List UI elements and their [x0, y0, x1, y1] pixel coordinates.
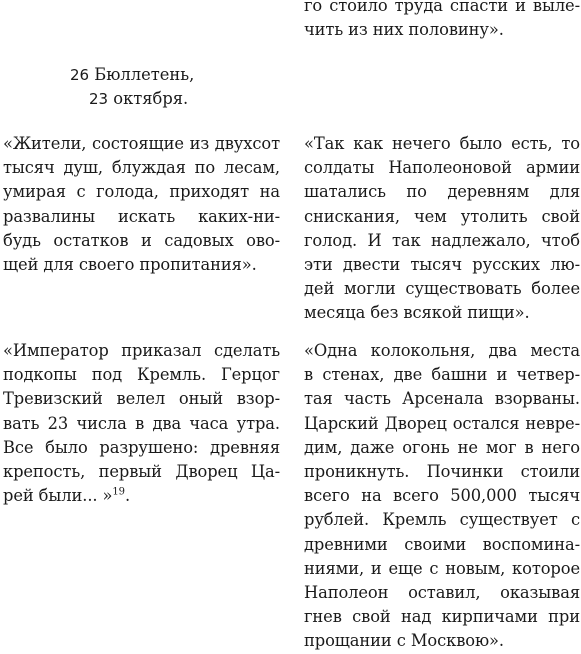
continuation-text — [304, 0, 580, 42]
text-line: крепость, первый Дворец Ца- — [3, 462, 280, 482]
text-line: вать 23 числа в два часа утра. — [3, 413, 280, 433]
paragraph-right-1 — [304, 132, 580, 326]
text-line: Наполеон оставил, оказывая — [304, 583, 580, 603]
bulletin-date-number: 23 — [89, 90, 109, 109]
text-line: дей могли существовать более — [304, 279, 580, 299]
text-line: Тревизский велел оный взор- — [3, 389, 280, 409]
text-line: щей для своего пропитания». — [3, 255, 257, 275]
bulletin-number: 26 — [70, 66, 90, 84]
bulletin-label: Бюллетень, — [94, 65, 195, 84]
text-line — [3, 484, 280, 508]
text-line: солдаты Наполеоновой армии — [304, 158, 580, 178]
text-line: гнев свой над кирпичами при — [304, 607, 580, 627]
text-line-content: рей были... » — [3, 486, 113, 506]
text-line: снискания, чем утолить свой — [304, 206, 580, 226]
text-line: тая часть Арсенала взорваны. — [304, 389, 580, 409]
text-line: шатались по деревням для — [304, 182, 580, 202]
text-line: «Так как нечего было есть, то — [304, 134, 580, 153]
text-line: древними своими воспомина- — [304, 534, 580, 554]
text-line: проникнуть. Починки стоили — [304, 462, 580, 482]
text-line: «Жители, состоящие из двухсот — [3, 134, 280, 153]
text-line: подкопы под Кремль. Герцог — [3, 365, 280, 385]
text-line: «Одна колокольня, два места — [304, 341, 580, 360]
text-line: тысяч душ, блуждая по лесам, — [3, 158, 280, 178]
text-line: в стенах, две башни и четвер- — [304, 365, 580, 385]
text-line: Царский Дворец остался невре- — [304, 413, 580, 433]
bulletin-date-month: октября. — [113, 89, 189, 109]
text-line: умирая с голода, приходят на — [3, 182, 280, 202]
text-line: чить из них половину». — [304, 20, 504, 40]
text-line: «Император приказал сделать — [3, 341, 280, 360]
text-line: голод. И так надлежало, чтоб — [304, 230, 580, 250]
text-line: месяца без всякой пищи». — [304, 303, 530, 323]
paragraph-right-2 — [304, 339, 580, 654]
period: . — [124, 486, 131, 506]
text-line: всего на всего 500,000 тысяч — [304, 486, 580, 506]
text-line: рублей. Кремль существует с — [304, 510, 580, 530]
text-line: дим, даже огонь не мог в него — [304, 437, 580, 457]
bulletin-heading — [70, 63, 194, 111]
paragraph-left-2 — [3, 339, 280, 508]
text-line: прощании с Москвою». — [304, 631, 504, 651]
text-line: эти двести тысяч русских лю- — [304, 255, 580, 275]
text-line: ниями, и еще с новым, которое — [304, 558, 580, 578]
text-line: развалины искать каких-ни- — [3, 206, 280, 226]
paragraph-left-1 — [3, 132, 280, 277]
text-line: будь остатков и садовых ово- — [3, 230, 280, 250]
footnote-marker[interactable]: 19 — [112, 486, 125, 498]
text-line: го стоило труда спасти и выле- — [304, 0, 580, 15]
text-line: Все было разрушено: древняя — [3, 437, 280, 457]
